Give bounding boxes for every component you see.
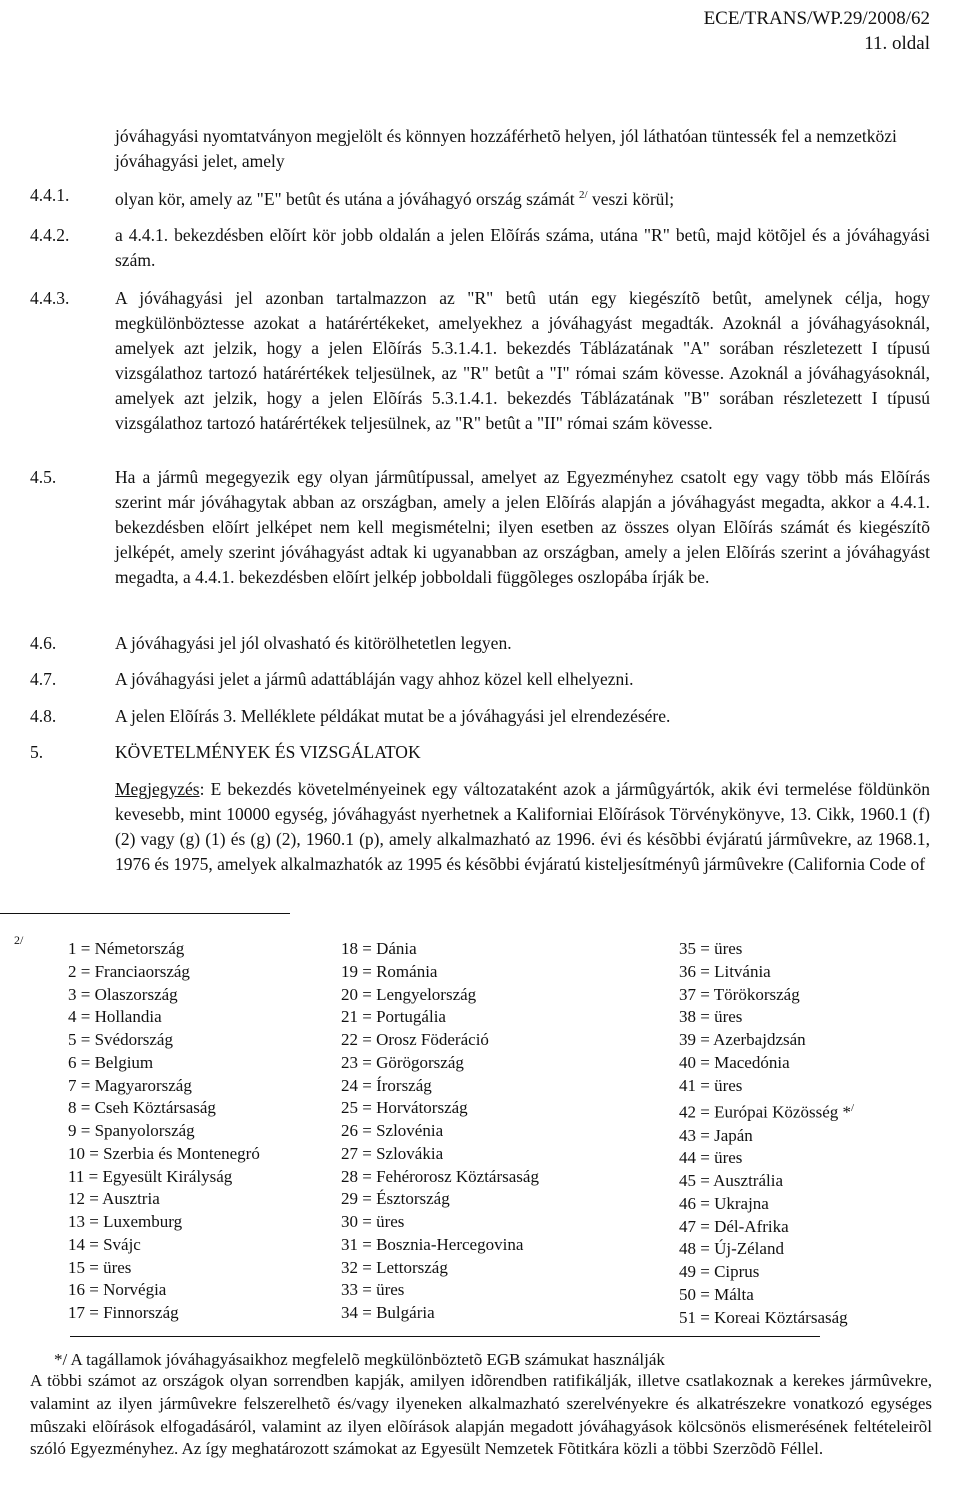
section-4-4-3	[30, 286, 930, 446]
country-code: 40 = Macedónia	[679, 1052, 790, 1072]
country-code-text: 42 = Európai Közösség *	[679, 1102, 852, 1122]
intro-paragraph	[30, 124, 930, 176]
country-code: 18 = Dánia	[341, 939, 417, 958]
country-code	[679, 1097, 854, 1124]
section-title: KÖVETELMÉNYEK ÉS VIZSGÁLATOK	[115, 742, 421, 762]
section-number: 5.	[30, 742, 44, 762]
section-text: a 4.4.1. bekezdésben elõírt kör jobb oldalán a jelen Elõírás száma, utána "R" betû, majd kötõjel és a jóváhagyási szám.	[115, 225, 930, 270]
note-text	[115, 777, 930, 877]
section-4-7	[30, 667, 930, 693]
country-code: 47 = Dél-Afrika	[679, 1216, 789, 1236]
country-code: 12 = Ausztria	[68, 1189, 160, 1209]
section-number: 4.4.3.	[30, 288, 70, 308]
country-code: 22 = Orosz Föderáció	[341, 1030, 489, 1049]
eu-footnote-ref: /	[851, 1102, 855, 1115]
country-code: 49 = Ciprus	[679, 1262, 760, 1282]
country-code: 7 = Magyarország	[68, 1075, 192, 1095]
country-code: 14 = Svájc	[68, 1234, 141, 1254]
document-id: ECE/TRANS/WP.29/2008/62	[703, 8, 930, 29]
section-4-4-2	[30, 223, 930, 275]
country-code-column-1	[68, 938, 260, 1325]
country-code: 15 = üres	[68, 1257, 132, 1277]
country-code: 10 = Szerbia és Montenegró	[68, 1143, 260, 1163]
footnote-separator	[0, 913, 290, 914]
country-code: 41 = üres	[679, 1075, 743, 1095]
country-code: 6 = Belgium	[68, 1052, 154, 1072]
country-code: 13 = Luxemburg	[68, 1212, 183, 1231]
country-code: 35 = üres	[679, 939, 743, 958]
country-code: 46 = Ukrajna	[679, 1193, 769, 1213]
country-code: 37 = Törökország	[679, 984, 800, 1004]
country-code: 43 = Japán	[679, 1125, 753, 1145]
section-4-6	[30, 631, 930, 657]
section-4-4-1	[30, 183, 930, 209]
country-code: 9 = Spanyolország	[68, 1121, 195, 1140]
country-code: 2 = Franciaország	[68, 961, 190, 981]
country-code: 25 = Horvátország	[341, 1098, 468, 1118]
country-code-column-3	[679, 938, 854, 1329]
section-number: 4.8.	[30, 706, 57, 726]
country-code: 23 = Görögország	[341, 1052, 464, 1072]
country-code-column-2	[341, 938, 539, 1325]
country-code: 3 = Olaszország	[68, 984, 178, 1004]
country-code: 21 = Portugália	[341, 1007, 446, 1027]
country-code: 5 = Svédország	[68, 1030, 173, 1049]
country-code: 1 = Németország	[68, 939, 185, 958]
country-code: 38 = üres	[679, 1007, 743, 1027]
country-code: 19 = Románia	[341, 961, 438, 981]
note-paragraph	[30, 777, 930, 907]
country-code: 30 = üres	[341, 1212, 405, 1231]
country-code: 20 = Lengyelország	[341, 984, 477, 1004]
country-code: 39 = Azerbajdzsán	[679, 1030, 806, 1049]
section-text: A jelen Elõírás 3. Melléklete példákat mutat be a jóváhagyási jel elrendezésére.	[115, 706, 671, 726]
footnote-ref: 2/	[579, 189, 588, 201]
footnote-marker: 2/	[14, 933, 24, 947]
note-body: : E bekezdés követelményeinek egy változataként azok a jármûgyártók, akik évi termelése földünkön kevesebb, mint 10000 egység, jóváhagyást nyerhetnek a Kaliforniai Elõírások Törvénykönyve, 13. Cikk, 1960.1 (f) (2) vagy (g) (1) és (g) (2), 1960.1 (p), amely alkalmazható az 1996. évi és késõbbi évjáratú jármûvekre, az 1968.1, 1976 és 1975, amelyek alkalmazhatók az 1995 és késõbbi évjáratú kisteljesítményû jármûvekre (California Code of	[115, 779, 930, 874]
section-number: 4.4.2.	[30, 225, 70, 245]
section-text: A jóváhagyási jel jól olvasható és kitörölhetetlen legyen.	[115, 633, 512, 653]
section-number: 4.4.1.	[30, 185, 70, 205]
section-number: 4.6.	[30, 633, 57, 653]
intro-text: jóváhagyási nyomtatványon megjelölt és könnyen hozzáférhetõ helyen, jól láthatóan tüntessék fel a nemzetközi jóváhagyási jelet, amely	[115, 126, 897, 171]
country-code: 31 = Bosznia-Hercegovina	[341, 1234, 524, 1254]
section-4-8	[30, 704, 930, 730]
section-4-5	[30, 465, 930, 625]
country-code: 44 = üres	[679, 1148, 743, 1168]
country-code: 4 = Hollandia	[68, 1007, 162, 1027]
country-code: 48 = Új-Zéland	[679, 1239, 784, 1259]
country-code: 17 = Finnország	[68, 1303, 179, 1322]
section-text	[115, 183, 930, 212]
section-5-heading	[30, 740, 930, 766]
text-part: olyan kör, amely az "E" betût és utána a jóváhagyó ország számát	[115, 188, 580, 209]
country-code: 32 = Lettország	[341, 1257, 448, 1277]
country-code: 51 = Koreai Köztársaság	[679, 1307, 848, 1327]
note-label: Megjegyzés	[115, 779, 200, 799]
section-text: A jóváhagyási jel azonban tartalmazzon az "R" betû után egy kiegészítõ betût, amelynek célja, hogy megkülönböztesse azokat a határértékeket, amelyekhez a jóváhagyást megadták. Azoknál a jóváhagyásoknál, amelyek azt jelzik, hogy a jelen Elõírás 5.3.1.4.1. bekezdés Táblázatának "A" sorában részletezett I típusú vizsgálathoz tartozó határértékek teljesülnek, az "R" betût a "I" római szám kövesse. Azoknál a jóváhagyásoknál, amelyek azt jelzik, hogy a jelen Elõírás 5.3.1.4.1. bekezdés Táblázatának "B" sorában részletezett I típusú vizsgálathoz tartozó határértékek teljesülnek, az "R" betût a "II" római szám kövesse.	[115, 288, 930, 433]
section-number: 4.5.	[30, 467, 57, 487]
section-number: 4.7.	[30, 669, 57, 689]
section-text: Ha a jármû megegyezik egy olyan jármûtípussal, amelyet az Egyezményhez csatolt egy vagy több más Elõírás szerint már jóváhagytak abban az országban, amely a jelen Elõírás alapján a jóváhagyást megadta, akkor a 4.4.1. bekezdésben elõírt jelképet nem kell megismételni; ilyen esetben az összes olyan Elõírás számát és kiegészítõ jelképét, amely szerint jóváhagyást adtak ki ugyanabban az országban, amely a jelen Elõírás szerint a jóváhagyást megadta, a 4.4.1. bekezdésben elõírt jelkép jobboldali függõleges oszlopába írják be.	[115, 467, 930, 587]
country-code: 26 = Szlovénia	[341, 1121, 444, 1140]
country-code: 34 = Bulgária	[341, 1303, 435, 1322]
country-code: 45 = Ausztrália	[679, 1171, 784, 1191]
country-code: 16 = Norvégia	[68, 1280, 167, 1300]
footnote-separator-2	[70, 1336, 820, 1337]
country-code: 28 = Fehérorosz Köztársaság	[341, 1166, 539, 1186]
text-part: veszi körül;	[587, 188, 675, 209]
country-code: 11 = Egyesült Királyság	[68, 1166, 233, 1186]
country-code: 29 = Észtország	[341, 1189, 450, 1209]
page-number: 11. oldal	[864, 33, 930, 54]
country-code: 33 = üres	[341, 1280, 405, 1300]
country-code: 27 = Szlovákia	[341, 1143, 444, 1163]
country-code: 24 = Írország	[341, 1075, 432, 1095]
closing-paragraph: A többi számot az országok olyan sorrendben kapják, amilyen idõrendben ratifikálják, illetve csatlakoznak a kerekes jármûvekre, valamint az ilyen jármûvekre felszerelhetõ és/vagy ilyeneken alkalmazható szerelvényekre és alkatrészekre vonatkozó egységes mûszaki elõírások elfogadásáról, valamint az ilyen elõírások alapján megadott jóváhagyások kölcsönös elismerésének feltételeirõl szóló Egyezményhez. Az így meghatározott számokat az Egyesült Nemzetek Fõtitkára közli a többi Szerzõdõ Féllel.	[30, 1371, 932, 1459]
section-text: A jóváhagyási jelet a jármû adattábláján vagy ahhoz közel kell elhelyezni.	[115, 669, 634, 689]
page-header	[704, 6, 930, 56]
country-code: 8 = Cseh Köztársaság	[68, 1098, 216, 1118]
eu-footnote: */ A tagállamok jóváhagyásaikhoz megfelelõ megkülönböztetõ EGB számukat használják	[54, 1350, 665, 1369]
country-code: 36 = Litvánia	[679, 961, 771, 981]
country-code: 50 = Málta	[679, 1284, 754, 1304]
